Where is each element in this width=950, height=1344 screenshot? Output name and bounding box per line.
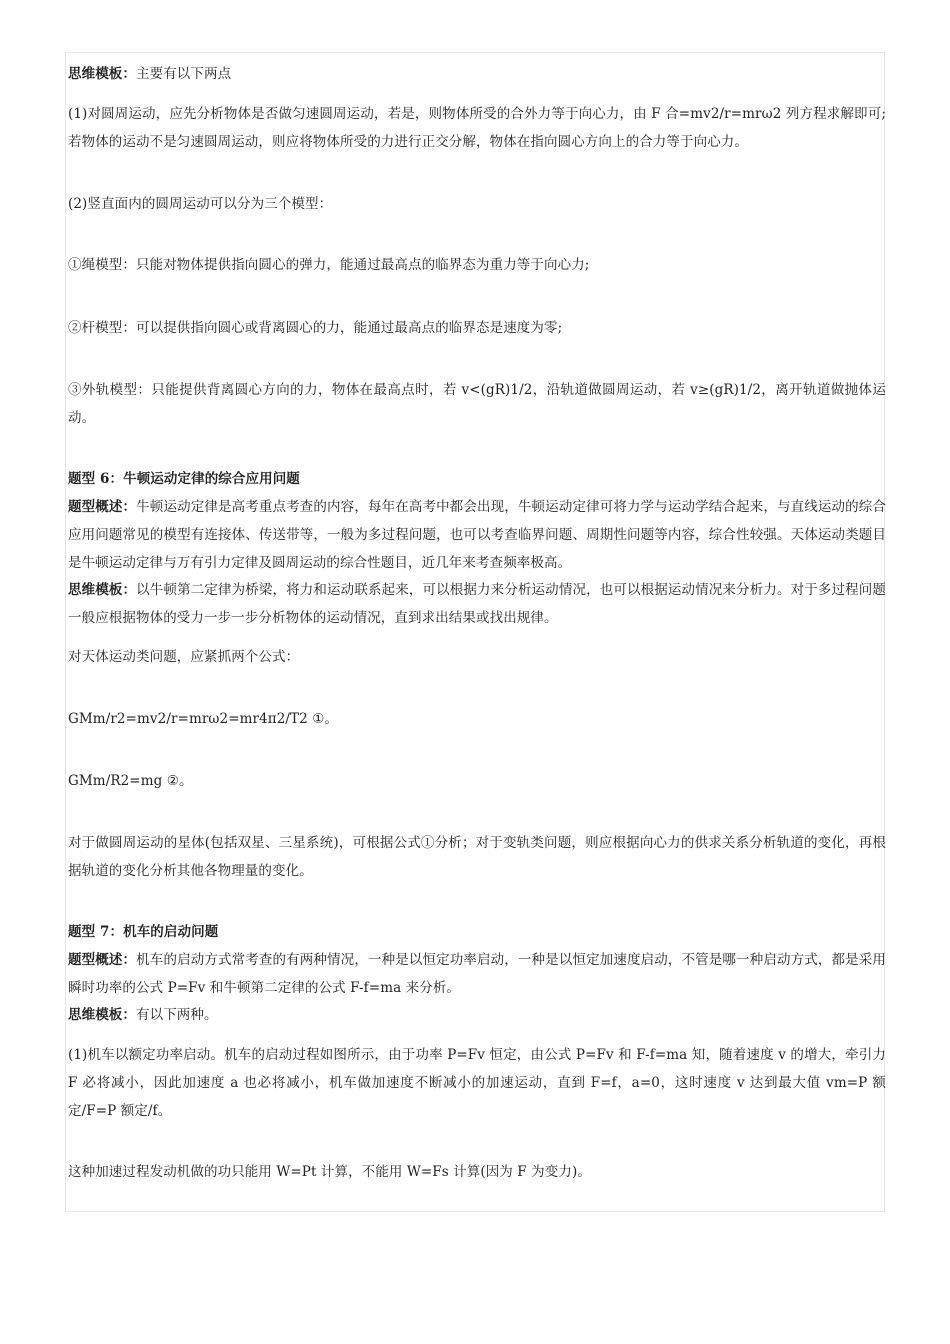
paragraph-rated-power-start: (1)机车以额定功率启动。机车的启动过程如图所示，由于功率 P=Fv 恒定，由公式 P=Fv 和 F-f=ma 知，随着速度 v 的增大，牵引力 F 必将减小，因此加速度 a 也必将减小，机车做加速度不断减小的加速运动，直到 F=f，a=0，这时速度 v 达到最大值 vm=P 额定/F=P 额定/f。 [68, 1047, 886, 1119]
bold-label: 思维模板： [68, 582, 137, 598]
paragraph-star-systems: 对于做圆周运动的星体(包括双星、三星系统)，可根据公式①分析；对于变轨类问题，则应根据向心力的供求关系分析轨道的变化，再根据轨道的变化分析其他各物理量的变化。 [68, 835, 886, 879]
content-frame [65, 52, 885, 1212]
paragraph-text: 主要有以下两点 [136, 66, 232, 82]
paragraph-rope-model: ①绳模型：只能对物体提供指向圆心的弹力，能通过最高点的临界态为重力等于向心力; [68, 257, 590, 273]
paragraph-thinking-template-1 [68, 60, 886, 88]
paragraph-text: 牛顿运动定律是高考重点考查的内容，每年在高考中都会出现，牛顿运动定律可将力学与运动学结合起来，与直线运动的综合应用问题常见的模型有连接体、传送带等，一般为多过程问题，也可以考查临界问题、周期性问题等内容，综合性较强。天体运动类题目是牛顿运动定律与万有引力定律及圆周运动的综合性题目，近几年来考查频率极高。 [68, 499, 887, 571]
paragraph-vertical-models: (2)竖直面内的圆周运动可以分为三个模型： [68, 196, 333, 212]
bold-label: 思维模板： [68, 1007, 136, 1023]
paragraph-text: 有以下两种。 [136, 1007, 218, 1023]
paragraph-work-calculation: 这种加速过程发动机做的功只能用 W=Pt 计算，不能用 W=Fs 计算(因为 F 为变力)。 [68, 1164, 591, 1180]
heading-type-6: 题型 6：牛顿运动定律的综合应用问题 [68, 471, 300, 487]
bold-label: 题型概述： [68, 499, 137, 515]
paragraph-text: 以牛顿第二定律为桥梁，将力和运动联系起来，可以根据力来分析运动情况，也可以根据运动情况来分析力。对于多过程问题一般应根据物体的受力一步一步分析物体的运动情况，直到求出结果或找出规律。 [68, 582, 887, 626]
paragraph-type-7-template [68, 1001, 886, 1029]
heading-type-7: 题型 7：机车的启动问题 [68, 924, 219, 940]
paragraph-rod-model: ②杆模型：可以提供指向圆心或背离圆心的力，能通过最高点的临界态是速度为零; [68, 320, 563, 336]
paragraph-circular-motion-1: (1)对圆周运动，应先分析物体是否做匀速圆周运动，若是，则物体所受的合外力等于向心力，由 F 合=mv2/r=mrω2 列方程求解即可;若物体的运动不是匀速圆周运动，则应将物体所受的力进行正交分解，物体在指向圆心方向上的合力等于向心力。 [68, 106, 886, 150]
paragraph-text: 机车的启动方式常考查的有两种情况，一种是以恒定功率启动，一种是以恒定加速度启动，不管是哪一种启动方式，都是采用瞬时功率的公式 P=Fv 和牛顿第二定律的公式 F-f=ma 来分析。 [68, 952, 887, 996]
bold-label: 思维模板： [68, 66, 136, 82]
paragraph-type-6-template [68, 576, 886, 632]
paragraph-type-6-overview [68, 493, 886, 577]
bold-label: 题型概述： [68, 952, 137, 968]
paragraph-type-7-overview [68, 946, 886, 1002]
paragraph-celestial-intro: 对天体运动类问题，应紧抓两个公式： [68, 649, 300, 665]
formula-2: GMm/R2=mg ②。 [68, 773, 193, 789]
formula-1: GMm/r2=mv2/r=mrω2=mr4π2/T2 ①。 [68, 711, 339, 727]
paragraph-outer-track-model: ③外轨模型：只能提供背离圆心方向的力，物体在最高点时，若 v<(gR)1/2，沿轨道做圆周运动，若 v≥(gR)1/2，离开轨道做抛体运动。 [68, 382, 886, 426]
